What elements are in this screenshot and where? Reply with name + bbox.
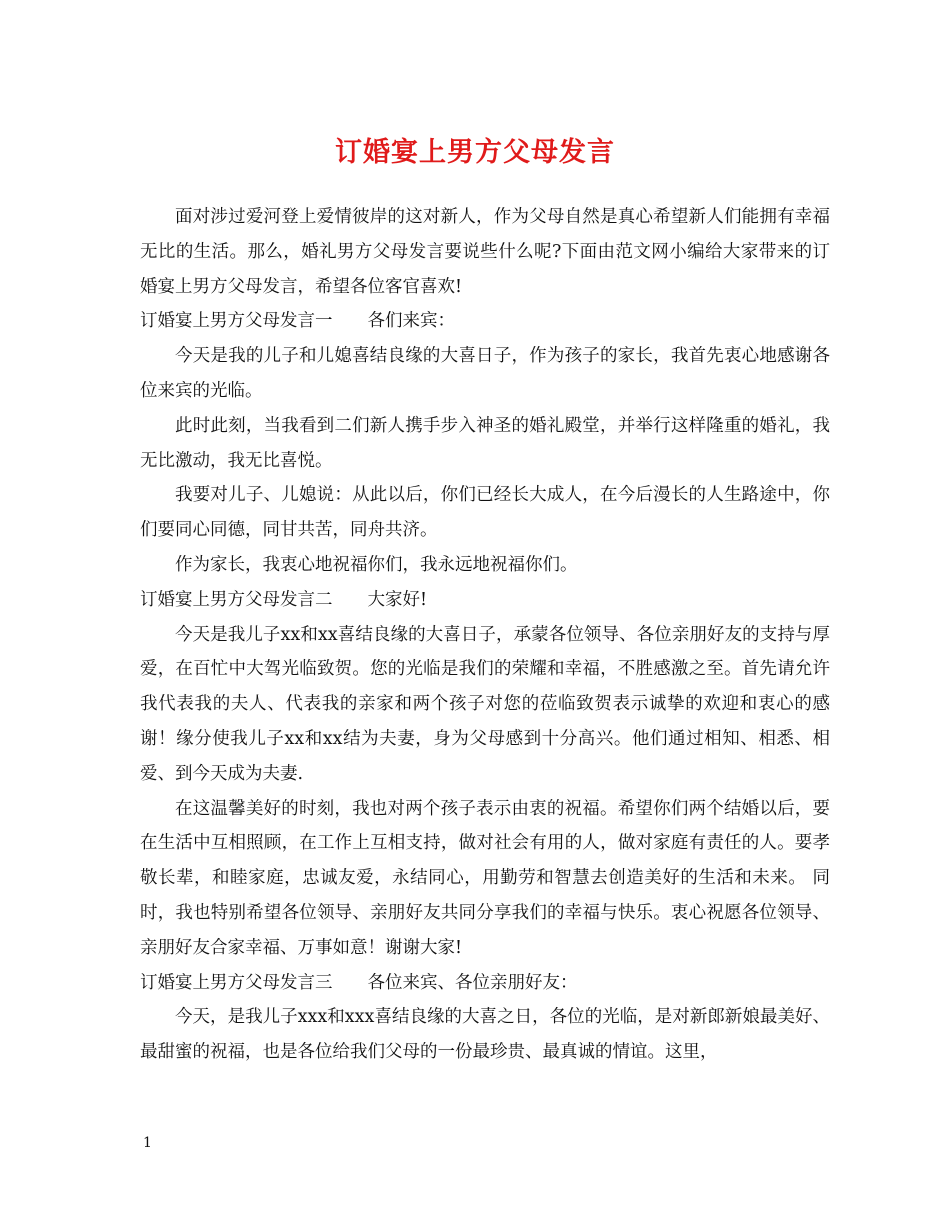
- paragraph: 今天是我的儿子和儿媳喜结良缘的大喜日子，作为孩子的家长，我首先衷心地感谢各位来宾的光临。: [140, 346, 830, 401]
- paragraph: 此时此刻，当我看到二们新人携手步入神圣的婚礼殿堂，并举行这样隆重的婚礼，我无比激动，我无比喜悦。: [140, 415, 830, 471]
- page-number: 1: [143, 1135, 152, 1151]
- section-heading-3: 订婚宴上男方父母发言三 各位来宾、各位亲朋好友：: [140, 972, 578, 993]
- paragraph: 作为家长，我衷心地祝福你们，我永远地祝福你们。: [175, 554, 578, 575]
- paragraph: 我要对儿子、儿媳说：从此以后，你们已经长大成人，在今后漫长的人生路途中，你们要同心同德，同甘共苦，同舟共济。: [140, 485, 830, 541]
- document-body: [140, 200, 830, 1070]
- section-heading-1: 订婚宴上男方父母发言一 各们来宾：: [140, 311, 455, 332]
- paragraph: 在这温馨美好的时刻，我也对两个孩子表示由衷的祝福。希望你们两个结婚以后，要在生活中互相照顾，在工作上互相支持，做对社会有用的人，做对家庭有责任的人。要孝敬长辈，和睦家庭，忠诚友爱，永结同心，用勤劳和智慧去创造美好的生活和未来。 同时，我也特别希望各位领导、亲朋好友共同分享我们的幸福与快乐。衷心祝愿各位领导、亲朋好友合家幸福、万事如意！谢谢大家!: [140, 798, 830, 958]
- paragraph: 今天是我儿子xx和xx喜结良缘的大喜日子，承蒙各位领导、各位亲朋好友的支持与厚爱，在百忙中大驾光临致贺。您的光临是我们的荣耀和幸福，不胜感激之至。首先请允许我代表我的夫人、代表我的亲家和两个孩子对您的莅临致贺表示诚挚的欢迎和衷心的感谢！缘分使我儿子xx和xx结为夫妻，身为父母感到十分高兴。他们通过相知、相悉、相爱、到今天成为夫妻.: [140, 624, 830, 784]
- section-heading-2: 订婚宴上男方父母发言二 大家好!: [140, 589, 428, 610]
- document-title: 订婚宴上男方父母发言: [335, 137, 615, 168]
- paragraph: 今天，是我儿子xxx和xxx喜结良缘的大喜之日，各位的光临，是对新郎新娘最美好、最甜蜜的祝福，也是各位给我们父母的一份最珍贵、最真诚的情谊。这里，: [140, 1007, 830, 1063]
- paragraph-intro: 面对涉过爱河登上爱情彼岸的这对新人，作为父母自然是真心希望新人们能拥有幸福无比的生活。那么，婚礼男方父母发言要说些什么呢?下面由范文网小编给大家带来的订婚宴上男方父母发言，希望各位客官喜欢!: [140, 207, 830, 297]
